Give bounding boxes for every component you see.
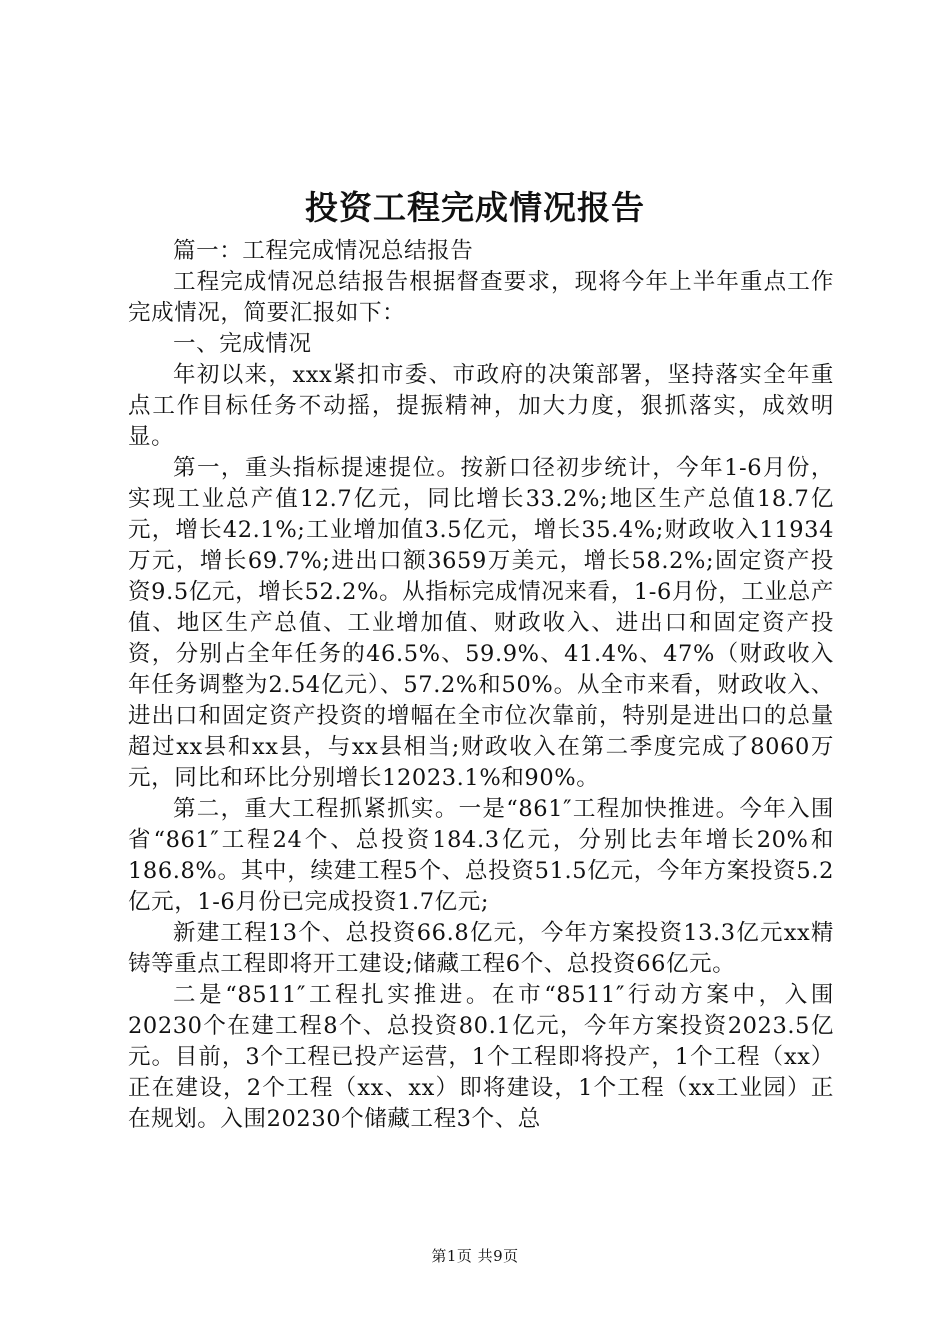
document-title: 投资工程完成情况报告 xyxy=(305,188,645,227)
paragraph: 工程完成情况总结报告根据督查要求，现将今年上半年重点工作完成情况，简要汇报如下： xyxy=(128,269,834,326)
paragraph: 第一，重头指标提速提位。按新口径初步统计，今年1-6月份，实现工业总产值12.7亿元，同比增长33.2%;地区生产总值18.7亿元，增长42.1%;工业增加值3.5亿元，增长35.4%;财政收入11934万元，增长69.7%;进出口额3659万美元，增长58.2%;固定资产投资9.5亿元，增长52.2%。从指标完成情况来看，1-6月份，工业总产值、地区生产总值、工业增加值、财政收入、进出口和固定资产投资，分别占全年任务的46.5%、59.9%、41.4%、47%（财政收入年任务调整为2.54亿元）、57.2%和50%。从全市来看，财政收入、进出口和固定资产投资的增幅在全市位次靠前，特别是进出口的总量超过xx县和xx县，与xx县相当;财政收入在第二季度完成了8060万元，同比和环比分别增长12023.1%和90%。 xyxy=(128,455,834,791)
paragraph: 二是“8511″工程扎实推进。在市“8511″行动方案中，入围20230个在建工程8个、总投资80.1亿元，今年方案投资2023.5亿元。目前，3个工程已投产运营，1个工程即将投产，1个工程（xx）正在建设，2个工程（xx、xx）即将建设，1个工程（xx工业园）正在规划。入围20230个储藏工程3个、总 xyxy=(128,982,834,1132)
section-heading: 一、完成情况 xyxy=(173,331,312,357)
page-number-footer: 第1页 共9页 xyxy=(431,1247,519,1265)
document-body xyxy=(128,236,834,1135)
paragraph: 年初以来，xxx紧扣市委、市政府的决策部署，坚持落实全年重点工作目标任务不动摇，提振精神，加大力度，狠抓落实，成效明显。 xyxy=(128,362,834,450)
paragraph: 新建工程13个、总投资66.8亿元，今年方案投资13.3亿元xx精铸等重点工程即将开工建设;储藏工程6个、总投资66亿元。 xyxy=(128,920,834,977)
paragraph: 第二，重大工程抓紧抓实。一是“861″工程加快推进。今年入围省“861″工程24个、总投资184.3亿元，分别比去年增长20%和186.8%。其中，续建工程5个、总投资51.5亿元，今年方案投资5.2亿元，1-6月份已完成投资1.7亿元; xyxy=(128,796,834,915)
section-heading: 篇一：工程完成情况总结报告 xyxy=(173,238,474,264)
